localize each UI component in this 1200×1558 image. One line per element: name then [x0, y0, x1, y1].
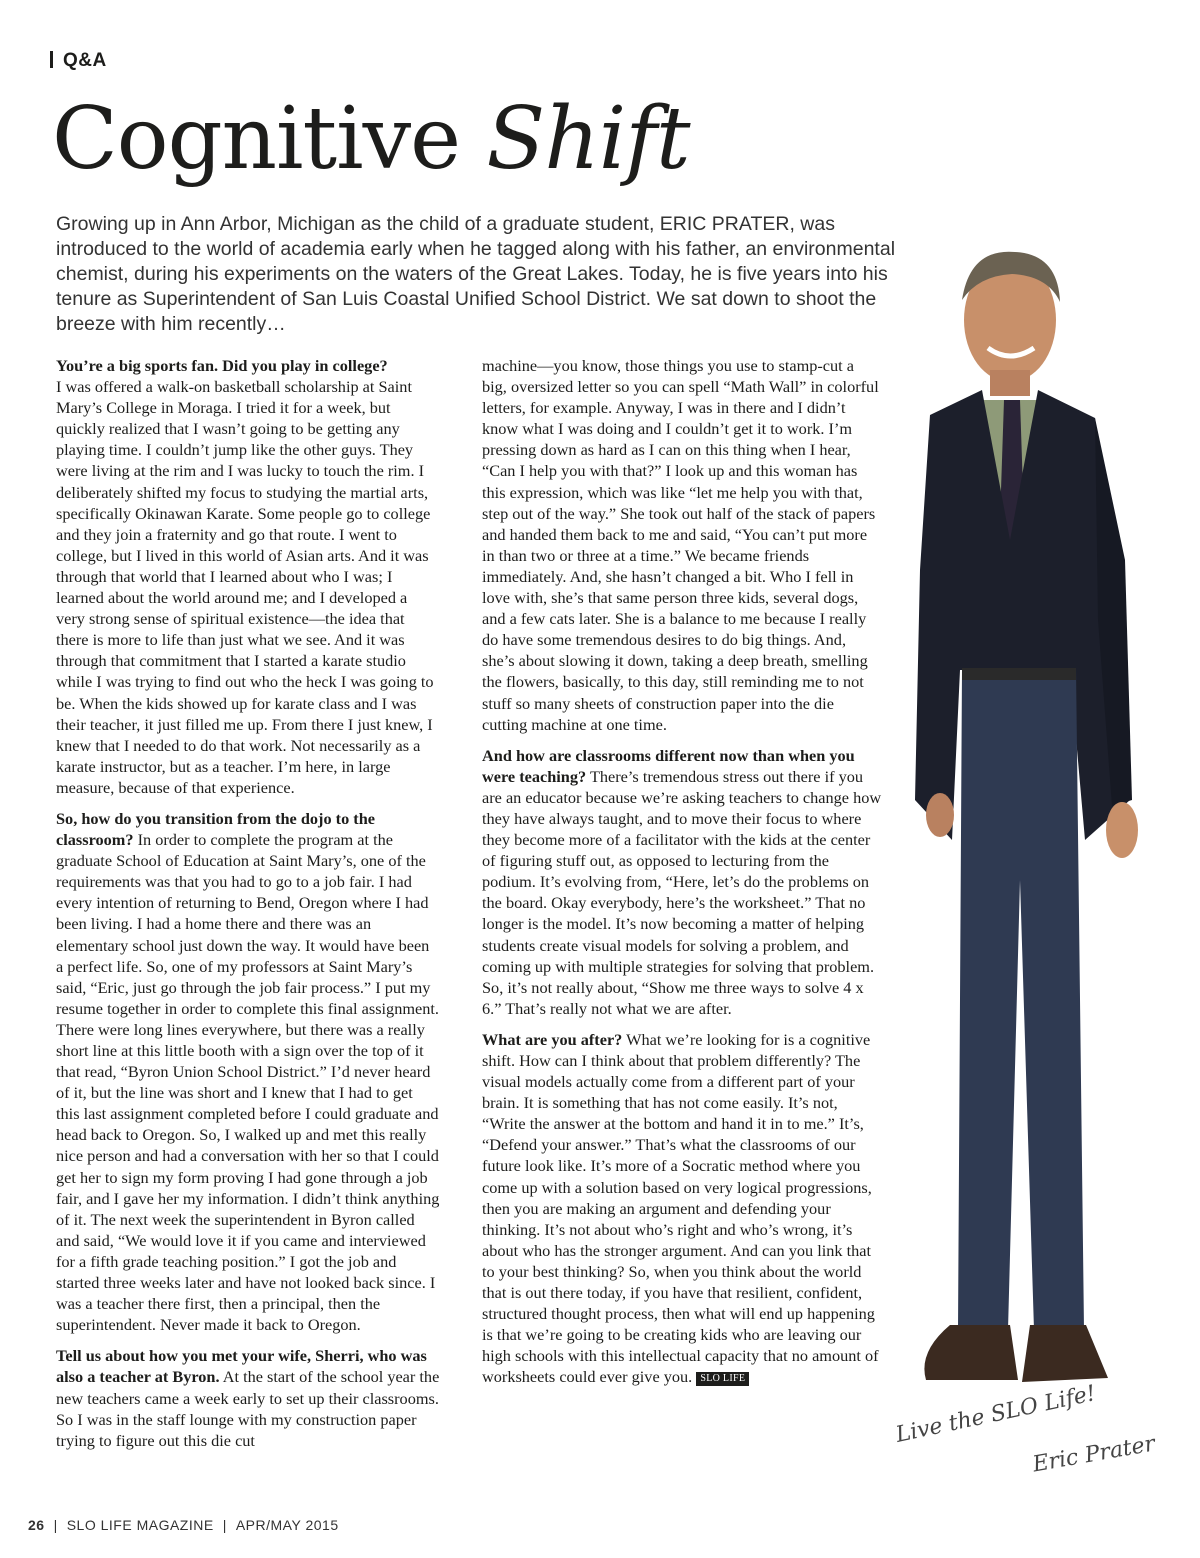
article-title	[52, 89, 690, 189]
section-bar	[50, 51, 53, 68]
portrait-photo	[870, 240, 1200, 1420]
footer-separator: |	[222, 1517, 227, 1533]
section-tag	[50, 50, 107, 72]
issue-date: APR/MAY 2015	[235, 1517, 339, 1533]
page-footer	[28, 1517, 339, 1533]
answer-text: In order to complete the program at the graduate School of Education at Saint Mary’s, one of the requirements was that you had to go to a job fair. I had every intention of returning to Bend, Oregon where I had been living. I had a home there and there was an elementary school just down the way. It would have been a perfect life. So, one of my professors at Saint Mary’s said, “Eric, just go through the job fair process.” I put my resume together in order to complete this final assignment. There were long lines everywhere, but there was a really short line at this little booth with a sign over the top of it that read, “Byron Union School District.” I’d never heard of it, but the line was short and I knew that I had to get this last assignment completed before I could graduate and head back to Oregon. So, I walked up and met this really nice person and had a conversation with her so that I could get her to sign my form proving I had gone through a job fair, and I gave her my information. I didn’t think anything of it. The next week the superintendent in Byron called and said, “We would love it if you came and interviewed for a fifth grade teaching position.” I got the job and started three weeks later and have not looked back since. I was a teacher there first, then a principal, then the superintendent. Never made it back to Oregon.	[56, 830, 440, 1335]
end-mark-logo: SLO LIFE	[696, 1372, 749, 1386]
article-column-left	[56, 355, 440, 1461]
qa-paragraph	[482, 1029, 882, 1388]
answer-text: I was offered a walk-on basketball scholarship at Saint Mary’s College in Moraga. I tried it for a week, but quickly realized that I wasn’t going to be getting any playing time. I couldn’t jump like the other guys. They were living at the rim and I was lucky to touch the rim. I deliberately shifted my focus to studying the martial arts, specifically Okinawan Karate. Some people go to college and they join a fraternity and go that route. I went to college, but I lived in this world of Asian arts. And it was through that world that I learned about who I was; I learned about the world around me; and I developed a very strong sense of spiritual existence—the idea that there is more to life than just what we see. And it was through that commitment that I started a karate studio while I was trying to find out who the heck I was going to be. When the kids showed up for karate class and I was their teacher, it just filled me up. From there I just knew, I knew that I needed to do that work. Not necessarily as a karate instructor, but as a teacher. I’m here, in large measure, because of that experience.	[56, 377, 434, 797]
question-text: Tell us about how you met your wife, Sherri, who was also a teacher at Byron.	[56, 1346, 427, 1387]
qa-paragraph	[482, 745, 882, 1019]
qa-paragraph	[56, 808, 440, 1335]
title-italic: Shift	[486, 89, 690, 189]
article-column-middle	[482, 355, 882, 1398]
qa-paragraph	[482, 355, 882, 735]
footer-separator: |	[53, 1517, 58, 1533]
qa-paragraph	[56, 1345, 440, 1450]
intro-paragraph: Growing up in Ann Arbor, Michigan as the child of a graduate student, ERIC PRATER, was introduced to the world of academia early when he tagged along with his father, an environmental chemist, during his experiments on the waters of the Great Lakes. Today, he is five years into his tenure as Superintendent of San Luis Coastal Unified School District. We sat down to shoot the breeze with him recently…	[56, 213, 896, 335]
page-number: 26	[28, 1517, 45, 1533]
question-text: What are you after?	[482, 1029, 623, 1049]
signature-line-2: Eric Prater	[1030, 1431, 1157, 1478]
question-text: So, how do you transition from the dojo to the classroom?	[56, 808, 376, 850]
title-regular: Cognitive	[52, 89, 461, 189]
magazine-name: SLO LIFE MAGAZINE	[66, 1517, 214, 1533]
answer-text: There’s tremendous stress out there if you are an educator because we’re asking teachers to change how they have always taught, and to move their focus to where they become more of a facilitator with the kids at the center of figuring stuff out, as opposed to lecturing from the podium. It’s evolving from, “Here, let’s do the problems on the board. Okay everybody, here’s the worksheet.” That no longer is the model. It’s now becoming a matter of helping students create visual models for solving a problem, and coming up with multiple strategies for solving that problem. So, it’s not really about, “Show me three ways to solve 4 x 6.” That’s really not what we are after.	[482, 766, 882, 1018]
answer-text: At the start of the school year the new teachers came a week early to set up their classrooms. So I was in the staff lounge with my construction paper trying to figure out this die cut	[56, 1367, 440, 1450]
section-label: Q&A	[63, 50, 107, 71]
qa-paragraph	[56, 355, 440, 798]
answer-text: What we’re looking for is a cognitive shift. How can I think about that problem differently? The visual models actually come from a different part of your brain. It is something that has not come easily. It’s not, “Write the answer at the bottom and hand it in to me.” It’s, “Defend your answer.” That’s what the classrooms of our future look like. It’s more of a Socratic method where you come up with a solution based on very logical progressions, then you are making an argument and defending your thinking. It’s not about who’s right and who’s wrong, it’s about who has the stronger argument. And can you link that to your best thinking? So, when you think about the world that is out there today, if you have that resilient, confident, structured thought process, then what will end up happening is that we’re going to be creating kids who are leaving our high schools with this intellectual capacity that no amount of worksheets could ever give you.	[482, 1029, 879, 1387]
signature-line-1: Live the SLO Life!	[893, 1381, 1098, 1448]
signature	[882, 1380, 1182, 1490]
question-text: You’re a big sports fan. Did you play in college?	[56, 356, 388, 375]
answer-text: machine—you know, those things you use to stamp-cut a big, oversized letter so you can spell “Math Wall” in colorful letters, for example. Anyway, I was in there and I didn’t know what I was doing and I couldn’t get it to work. I’m pressing down as hard as I can on this thing when I hear, “Can I help you with that?” I look up and this woman has this expression, which was like “let me help you with that, step out of the way.” She took out half of the stack of papers and handed them back to me and said, “You can’t put more in than two or three at a time.” We became friends immediately. And, she hasn’t changed a bit. Who I fell in love with, she’s that same person three kids, several dogs, and a few cats later. She is a balance to me because I really do have some tremendous desires to do big things. And, she’s about slowing it down, taking a deep breath, smelling the flowers, basically, to this day, still reminding me to not stuff so many sheets of construction paper into the die cutting machine at one time.	[482, 356, 879, 734]
question-text: And how are classrooms different now than when you were teaching?	[482, 745, 855, 786]
